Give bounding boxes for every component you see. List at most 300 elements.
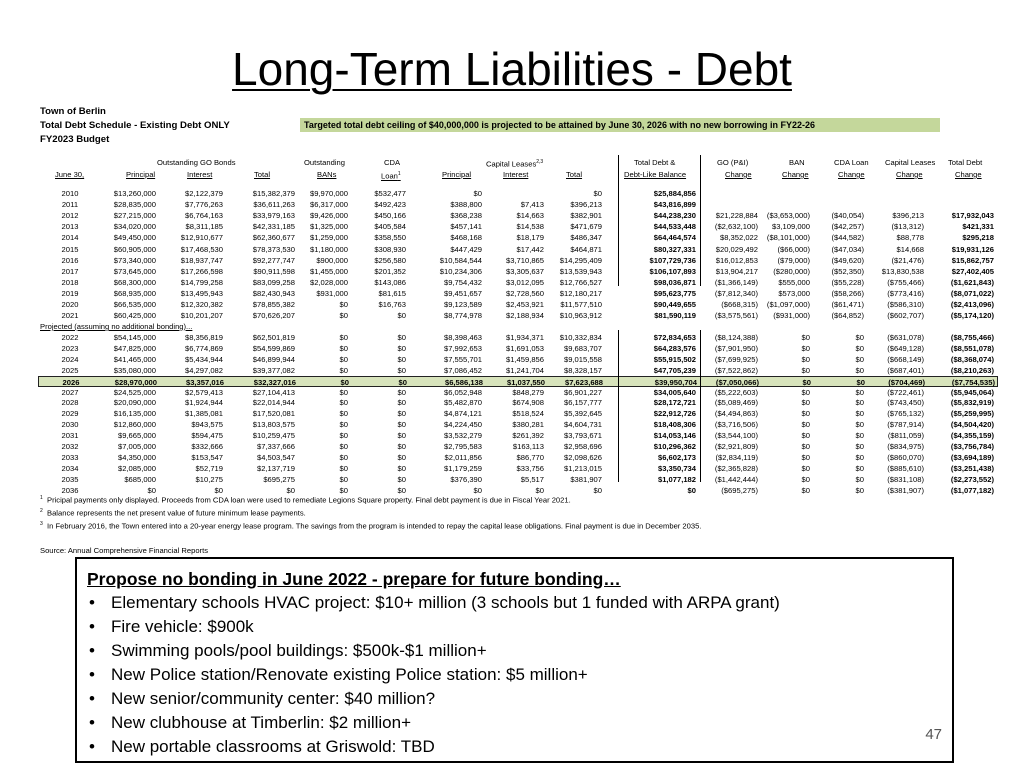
value-cell: $2,011,856 [444, 452, 482, 462]
value-cell: $2,098,626 [563, 452, 602, 462]
footnote-3: $^3$ In February 2016, the Town entered into a 20-year energy lease program. The savings from the program is intended to repay the capital lease obligations. Final payment is due in December 2035. [40, 521, 702, 531]
value-cell: $24,525,000 [113, 387, 156, 397]
year-cell: 2016 [61, 255, 79, 265]
value-cell: $368,238 [450, 211, 482, 221]
proposal-item: • Elementary schools HVAC project: $10+ million (3 schools but 1 funded with ARPA grant) [87, 591, 942, 615]
value-cell: $10,963,912 [559, 311, 602, 321]
value-cell: $0 [339, 463, 348, 473]
proposal-list [87, 591, 942, 759]
column-divider [618, 155, 619, 286]
value-cell: ($787,914) [887, 420, 924, 430]
value-cell: $308,930 [374, 244, 406, 254]
year-cell: 2026 [62, 377, 80, 387]
value-cell: $382,901 [570, 211, 602, 221]
value-cell: $0 [397, 343, 406, 353]
table-row [0, 441, 1024, 452]
value-cell: $695,275 [263, 474, 295, 484]
value-cell: $13,260,000 [113, 189, 156, 198]
value-cell: $0 [397, 365, 406, 375]
value-cell: $28,835,000 [113, 200, 156, 210]
value-cell: $36,611,263 [253, 200, 295, 210]
value-cell: $0 [855, 485, 864, 495]
cda-loan-header: CDA Loan [834, 158, 869, 167]
value-cell: $555,000 [778, 277, 810, 287]
table-row [0, 387, 1024, 398]
value-cell: $1,385,081 [184, 409, 223, 419]
value-cell: $0 [397, 452, 406, 462]
value-cell: $10,259,475 [252, 431, 295, 441]
value-cell: ($61,471) [831, 300, 864, 309]
value-cell: $64,283,576 [653, 343, 696, 353]
value-cell: $14,668 [896, 244, 924, 254]
value-cell: ($66,000) [777, 244, 810, 254]
value-cell: $3,305,637 [505, 266, 544, 276]
value-cell: $0 [398, 377, 407, 387]
table-row [0, 266, 1024, 277]
value-cell: $0 [339, 485, 348, 495]
value-cell: $3,710,865 [505, 255, 544, 265]
value-cell: ($47,034) [831, 244, 864, 254]
value-cell: $1,241,704 [505, 365, 544, 375]
projected-label: Projected (assuming no additional bonding)... [40, 322, 193, 331]
value-cell: $1,455,000 [309, 266, 348, 276]
value-cell: $261,392 [512, 431, 544, 441]
value-cell: $358,550 [374, 233, 406, 243]
value-cell: $3,357,016 [185, 377, 224, 387]
value-cell: $6,052,948 [443, 387, 482, 397]
total-debt-change-header: Total Debt [948, 158, 983, 167]
value-cell: ($3,544,100) [714, 431, 758, 441]
value-cell: $332,666 [191, 442, 223, 451]
value-cell: ($668,315) [721, 300, 758, 309]
value-cell: $15,382,379 [252, 189, 295, 198]
value-cell: $256,580 [374, 255, 406, 265]
value-cell: $12,910,677 [180, 233, 223, 243]
value-cell [702, 188, 760, 199]
value-cell: ($55,228) [831, 277, 864, 287]
value-cell: $0 [214, 485, 223, 495]
value-cell: $0 [397, 442, 406, 451]
value-cell: $107,729,736 [649, 255, 696, 265]
table-row [0, 221, 1024, 232]
value-cell: $4,503,547 [256, 452, 295, 462]
cda-top-header: CDA [384, 158, 401, 167]
value-cell: $0 [801, 365, 810, 375]
value-cell: $10,275 [195, 474, 223, 484]
value-cell: $0 [339, 474, 348, 484]
value-cell: $11,577,510 [560, 300, 602, 309]
year-cell: 2012 [61, 211, 79, 221]
value-cell: $471,679 [570, 222, 602, 232]
year-cell: 2023 [61, 343, 79, 353]
value-cell: $13,830,538 [881, 266, 924, 276]
value-cell [866, 188, 926, 199]
value-cell: $106,107,893 [649, 266, 696, 276]
value-cell: $0 [801, 409, 810, 419]
value-cell: ($7,522,862) [714, 365, 758, 375]
value-cell: $0 [855, 365, 864, 375]
value-cell: $2,085,000 [117, 463, 156, 473]
year-cell: 2021 [61, 311, 79, 321]
value-cell: $0 [855, 452, 864, 462]
value-cell: $12,766,527 [559, 277, 602, 287]
column-divider [700, 155, 701, 286]
table-row [0, 452, 1024, 463]
table-row [0, 299, 1024, 310]
value-cell: $9,426,000 [309, 211, 348, 221]
col-loan: Loan$^1$ [381, 171, 401, 181]
value-cell: $19,931,126 [951, 244, 994, 254]
value-cell: ($811,059) [887, 431, 924, 441]
value-cell: $396,213 [892, 211, 924, 221]
value-cell: $42,331,185 [252, 222, 295, 232]
value-cell: $380,281 [512, 420, 544, 430]
value-cell: $10,234,306 [439, 266, 482, 276]
page-number: 47 [925, 726, 942, 743]
table-row [0, 277, 1024, 288]
value-cell: $68,300,000 [113, 277, 156, 287]
value-cell: $0 [339, 354, 348, 364]
value-cell: $14,799,258 [180, 277, 223, 287]
value-cell: $7,623,688 [564, 377, 603, 387]
bonding-proposal-box [75, 557, 954, 763]
value-cell: $20,090,000 [113, 398, 156, 408]
value-cell: $573,000 [778, 288, 810, 298]
value-cell: $0 [801, 474, 810, 484]
highlighted-row [38, 376, 998, 387]
value-cell: $0 [856, 377, 865, 387]
value-cell: ($4,504,420) [950, 420, 994, 430]
value-cell: $78,855,382 [252, 300, 295, 309]
value-cell: $0 [339, 398, 348, 408]
total-debt-header: Total Debt & [634, 158, 676, 167]
table-row [0, 343, 1024, 354]
col-cl-principal: Principal [442, 170, 472, 179]
year-cell: 2022 [61, 333, 79, 342]
value-cell: ($695,275) [721, 485, 758, 495]
value-cell: ($4,494,863) [714, 409, 758, 419]
value-cell: $163,113 [512, 442, 544, 451]
value-cell: $492,423 [374, 200, 406, 210]
value-cell: ($8,551,078) [950, 343, 994, 353]
year-cell: 2027 [61, 387, 79, 397]
value-cell: $0 [339, 420, 348, 430]
value-cell: $13,803,575 [252, 420, 295, 430]
value-cell: ($2,413,096) [950, 300, 994, 309]
value-cell: $33,756 [516, 463, 544, 473]
value-cell: ($3,251,438) [950, 463, 994, 473]
value-cell: $0 [855, 463, 864, 473]
value-cell: $98,036,871 [653, 277, 696, 287]
value-cell [484, 188, 546, 199]
value-cell: $10,332,834 [559, 333, 602, 342]
value-cell: $143,086 [374, 277, 406, 287]
value-cell: $90,449,655 [653, 300, 696, 309]
year-cell: 2030 [61, 420, 79, 430]
year-cell: 2024 [61, 354, 79, 364]
go-bonds-header: Outstanding GO Bonds [157, 158, 236, 167]
table-row [0, 255, 1024, 266]
value-cell: $10,296,362 [653, 442, 696, 451]
table-row [0, 210, 1024, 221]
column-divider [700, 330, 701, 482]
value-cell: $28,172,721 [653, 398, 696, 408]
value-cell [702, 199, 760, 210]
value-cell: ($722,461) [887, 387, 924, 397]
value-cell [866, 199, 926, 210]
value-cell: ($5,222,603) [714, 387, 758, 397]
value-cell: $8,352,022 [719, 233, 758, 243]
value-cell: $6,586,138 [444, 377, 483, 387]
value-cell: $17,266,598 [180, 266, 223, 276]
value-cell: ($8,368,074) [950, 354, 994, 364]
value-cell: ($58,266) [831, 288, 864, 298]
year-cell: 2031 [61, 431, 79, 441]
value-cell: $153,547 [191, 452, 223, 462]
value-cell: $7,005,000 [117, 442, 156, 451]
value-cell: $4,350,000 [117, 452, 156, 462]
capital-leases-change-header: Capital Leases [885, 158, 936, 167]
value-cell [926, 199, 996, 210]
value-cell: $0 [397, 485, 406, 495]
year-cell: 2032 [61, 442, 79, 451]
value-cell: $943,575 [191, 420, 223, 430]
value-cell: $1,213,015 [563, 463, 602, 473]
value-cell: ($7,901,950) [714, 343, 758, 353]
col-bans: BANs [317, 170, 337, 179]
value-cell: $0 [397, 463, 406, 473]
value-cell: ($602,707) [887, 311, 924, 321]
value-cell: $3,532,279 [443, 431, 482, 441]
bans-top-header: Outstanding [304, 158, 345, 167]
value-cell: ($280,000) [773, 266, 810, 276]
value-cell: $396,213 [570, 200, 602, 210]
value-cell: $60,905,000 [113, 244, 156, 254]
table-row [0, 397, 1024, 408]
value-cell: $12,860,000 [113, 420, 156, 430]
value-cell: $7,337,666 [256, 442, 295, 451]
value-cell: $73,340,000 [113, 255, 156, 265]
value-cell: ($3,716,506) [714, 420, 758, 430]
value-cell: $18,408,306 [653, 420, 696, 430]
value-cell: $486,347 [570, 233, 602, 243]
year-cell: 2019 [61, 288, 79, 298]
table-column-headers [0, 169, 1024, 180]
column-divider [618, 330, 619, 482]
value-cell: $32,327,016 [253, 377, 296, 387]
value-cell: $9,123,589 [443, 300, 482, 309]
footnote-2: $^2$ Balance represents the net present value of future minimum lease payments. [40, 508, 306, 518]
year-cell: 2013 [61, 222, 79, 232]
value-cell: $0 [593, 189, 602, 198]
proposal-item: • New portable classrooms at Griswold: TBD [87, 735, 942, 759]
col-total: Total [254, 170, 271, 179]
value-cell: $22,014,944 [252, 398, 295, 408]
value-cell: ($649,128) [887, 343, 924, 353]
value-cell: $0 [473, 485, 482, 495]
year-cell: 2034 [61, 463, 79, 473]
table-row [0, 188, 1024, 199]
value-cell: $0 [339, 431, 348, 441]
value-cell: $81,590,119 [654, 311, 696, 321]
value-cell: $3,012,095 [505, 277, 544, 287]
value-cell: $0 [339, 343, 348, 353]
go-pi-header: GO (P&I) [717, 158, 749, 167]
year-cell: 2028 [61, 398, 79, 408]
value-cell: $66,535,000 [113, 300, 156, 309]
value-cell: $0 [801, 420, 810, 430]
value-cell: $0 [286, 485, 295, 495]
proposal-item: • New clubhouse at Timberlin: $2 million+ [87, 711, 942, 735]
value-cell: $83,099,258 [252, 277, 295, 287]
value-cell: $0 [340, 377, 349, 387]
value-cell: $685,000 [124, 474, 156, 484]
value-cell: $6,764,163 [184, 211, 223, 221]
value-cell: $2,958,696 [563, 442, 602, 451]
value-cell: $2,795,583 [443, 442, 482, 451]
value-cell: $39,377,082 [252, 365, 295, 375]
col-debt-like: Debt-Like Balance [624, 170, 687, 179]
value-cell: ($5,174,120) [950, 311, 994, 321]
value-cell: ($3,653,000) [766, 211, 810, 221]
value-cell: $0 [802, 377, 811, 387]
value-cell: $0 [801, 343, 810, 353]
value-cell: ($7,812,340) [714, 288, 758, 298]
value-cell: $52,719 [195, 463, 223, 473]
value-cell: $95,623,775 [653, 288, 696, 298]
value-cell: $8,328,157 [563, 365, 602, 375]
value-cell: $3,109,000 [771, 222, 810, 232]
value-cell: $4,224,450 [443, 420, 482, 430]
value-cell: ($1,442,444) [714, 474, 758, 484]
value-cell: $14,053,146 [653, 431, 696, 441]
value-cell: $49,450,000 [113, 233, 156, 243]
value-cell: ($42,257) [831, 222, 864, 232]
year-cell: 2033 [61, 452, 79, 462]
value-cell: $3,350,734 [657, 463, 696, 473]
value-cell: $405,584 [374, 222, 406, 232]
value-cell: $0 [593, 485, 602, 495]
value-cell: $17,468,530 [180, 244, 223, 254]
value-cell: $1,077,182 [657, 474, 696, 484]
value-cell: ($3,694,189) [950, 452, 994, 462]
value-cell: ($743,450) [887, 398, 924, 408]
value-cell: $381,907 [570, 474, 602, 484]
value-cell: $900,000 [316, 255, 348, 265]
value-cell: $17,520,081 [252, 409, 295, 419]
value-cell: $80,327,331 [653, 244, 696, 254]
capital-leases-header: Capital Leases$^{2,3}$ [486, 159, 544, 169]
value-cell: $25,884,856 [653, 189, 696, 198]
year-cell: 2036 [61, 485, 79, 495]
value-cell: ($773,416) [887, 288, 924, 298]
value-cell: $5,517 [520, 474, 544, 484]
value-cell: $13,539,943 [559, 266, 602, 276]
table-row [0, 474, 1024, 485]
value-cell: $55,915,502 [653, 354, 696, 364]
value-cell: $2,579,413 [184, 387, 223, 397]
value-cell: ($8,124,388) [714, 333, 758, 342]
value-cell: ($586,310) [887, 300, 924, 309]
value-cell: ($7,050,066) [715, 377, 759, 387]
value-cell: ($2,834,119) [715, 452, 758, 462]
value-cell: ($755,466) [887, 277, 924, 287]
proposal-item: • New senior/community center: $40 million? [87, 687, 942, 711]
value-cell: $18,179 [516, 233, 544, 243]
value-cell: $0 [397, 431, 406, 441]
value-cell: ($5,089,469) [714, 398, 758, 408]
value-cell: $0 [397, 333, 406, 342]
value-cell: $2,137,719 [256, 463, 295, 473]
value-cell: $44,238,230 [653, 211, 696, 221]
value-cell: $9,451,657 [443, 288, 482, 298]
table-row [0, 310, 1024, 321]
value-cell: $1,459,856 [505, 354, 544, 364]
proposal-item: • Fire vehicle: $900k [87, 615, 942, 639]
value-cell: $33,979,163 [252, 211, 295, 221]
value-cell: ($21,476) [891, 255, 924, 265]
table-row [0, 354, 1024, 365]
value-cell: $6,157,777 [563, 398, 602, 408]
value-cell: $27,215,000 [113, 211, 156, 221]
value-cell: ($1,077,182) [950, 485, 994, 495]
value-cell: $41,465,000 [113, 354, 156, 364]
value-cell: ($885,610) [887, 463, 924, 473]
value-cell: $60,425,000 [113, 311, 156, 321]
value-cell: $7,555,701 [443, 354, 482, 364]
year-cell: 2029 [61, 409, 79, 419]
value-cell: $17,442 [516, 244, 544, 254]
value-cell: $0 [397, 354, 406, 364]
value-cell: $16,763 [378, 300, 406, 309]
value-cell [760, 199, 812, 210]
year-cell: 2014 [61, 233, 79, 243]
value-cell: ($79,000) [777, 255, 810, 265]
value-cell: $464,871 [570, 244, 602, 254]
value-cell: ($2,921,809) [714, 442, 758, 451]
value-cell: ($931,000) [773, 311, 810, 321]
value-cell: $201,352 [374, 266, 406, 276]
year-cell: 2018 [61, 277, 79, 287]
value-cell: $3,793,671 [563, 431, 602, 441]
value-cell: $0 [855, 387, 864, 397]
value-cell: $8,774,978 [443, 311, 482, 321]
proposal-item: • Swimming pools/pool buildings: $500k-$1 million+ [87, 639, 942, 663]
value-cell: $0 [339, 442, 348, 451]
value-cell: $376,390 [450, 474, 482, 484]
col-principal: Principal [126, 170, 156, 179]
value-cell: $0 [147, 485, 156, 495]
value-cell: $92,277,747 [252, 255, 295, 265]
value-cell: $1,179,259 [443, 463, 482, 473]
table-row [0, 199, 1024, 210]
col-chg-cda: Change [838, 170, 865, 179]
value-cell: $6,774,869 [184, 343, 223, 353]
value-cell: $35,080,000 [113, 365, 156, 375]
value-cell: $8,356,819 [184, 333, 223, 342]
value-cell: $44,533,448 [653, 222, 696, 232]
value-cell: $0 [397, 409, 406, 419]
col-chg-cap: Change [896, 170, 923, 179]
value-cell: $2,122,379 [184, 189, 223, 198]
value-cell: $14,538 [516, 222, 544, 232]
value-cell: ($3,575,561) [714, 311, 758, 321]
value-cell: $62,360,677 [252, 233, 295, 243]
value-cell: ($381,907) [887, 485, 924, 495]
value-cell: ($5,945,064) [950, 387, 994, 397]
value-cell: $0 [801, 333, 810, 342]
value-cell: $4,604,731 [563, 420, 602, 430]
